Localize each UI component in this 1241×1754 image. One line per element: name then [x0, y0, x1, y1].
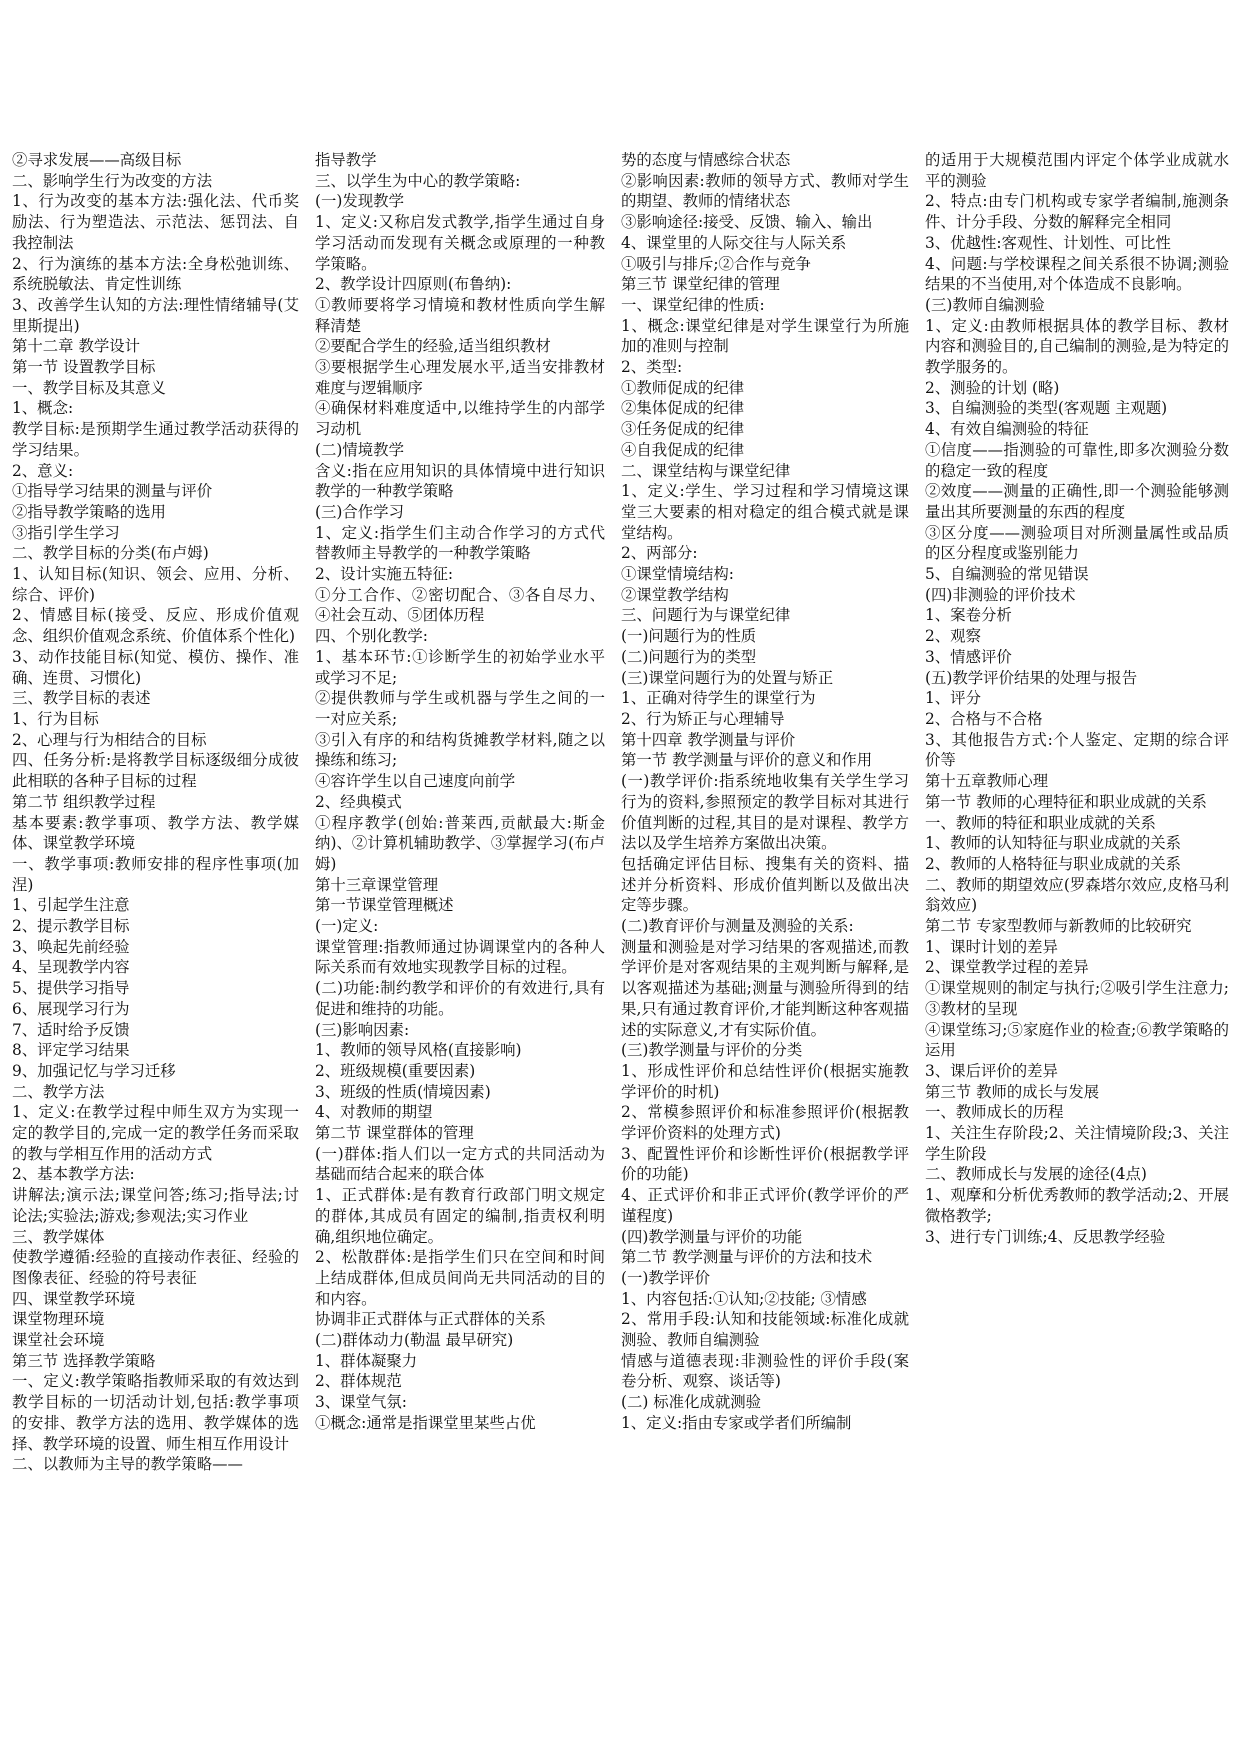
text-line: 1、定义:指学生们主动合作学习的方式代替教师主导教学的一种教学策略: [315, 523, 605, 563]
text-line: 1、形成性评价和总结性评价(根据实施教学评价的时机): [621, 1061, 909, 1101]
text-line: (五)教学评价结果的处理与报告: [925, 668, 1138, 687]
text-line: ④课堂练习;⑤家庭作业的检查;⑥教学策略的运用: [925, 1020, 1229, 1060]
text-line: 2、观察: [925, 627, 981, 646]
text-line: 3、情感评价: [925, 647, 1012, 666]
text-column-3: [621, 150, 925, 1730]
text-line: 第十五章教师心理: [925, 772, 1049, 791]
text-line: ②课堂教学结构: [621, 585, 729, 604]
text-line: 1、行为目标: [12, 709, 99, 728]
text-line: 2、提示教学目标: [12, 917, 130, 936]
text-line: 一、教师成长的历程: [925, 1103, 1064, 1122]
text-line: (三)课堂问题行为的处置与矫正: [621, 668, 834, 687]
text-line: 课堂管理:指教师通过协调课堂内的各种人际关系而有效地实现教学目标的过程。: [315, 937, 605, 977]
text-line: 1、定义:由教师根据具体的教学目标、教材内容和测验目的,自己编制的测验,是为特定的教学服务的。: [925, 316, 1229, 377]
text-line: 1、正确对待学生的课堂行为: [621, 689, 816, 708]
text-line: 1、定义:在教学过程中师生双方为实现一定的教学目的,完成一定的教学任务而采取的教与学相互作用的活动方式: [12, 1103, 299, 1163]
text-line: 4、呈现教学内容: [12, 958, 130, 977]
text-line: 讲解法;演示法;课堂问答;练习;指导法;讨论法;实验法;游戏;参观法;实习作业: [12, 1186, 299, 1225]
text-line: 三、教学媒体: [12, 1227, 105, 1246]
text-line: 2、群体规范: [315, 1372, 402, 1391]
text-line: 2、常用手段:认知和技能领域:标准化成就测验、教师自编测验: [621, 1310, 909, 1350]
text-line: 1、观摩和分析优秀教师的教学活动;2、开展微格教学;: [925, 1186, 1229, 1225]
text-line: 2、常模参照评价和标准参照评价(根据教学评价资料的处理方式): [621, 1103, 909, 1143]
text-line: 3、课后评价的差异: [925, 1061, 1058, 1080]
text-line: 指导教学: [315, 151, 377, 169]
text-line: ③区分度——测验项目对所测量属性或品质的区分程度或鉴别能力: [925, 523, 1229, 563]
text-line: 2、经典模式: [315, 792, 402, 811]
text-line: 1、教师的领导风格(直接影响): [315, 1041, 522, 1060]
text-line: 1、关注生存阶段;2、关注情境阶段;3、关注学生阶段: [925, 1124, 1229, 1163]
text-line: 第十二章 教学设计: [12, 337, 141, 356]
text-line: 第一节 教学测量与评价的意义和作用: [621, 751, 873, 770]
text-line: (三)教师自编测验: [925, 295, 1045, 314]
text-line: ③指引学生学习: [12, 523, 120, 542]
text-line: (三)影响因素:: [315, 1020, 410, 1039]
text-line: ①概念:通常是指课堂里某些占优: [315, 1413, 536, 1432]
document-page: [12, 150, 1229, 1730]
text-line: 四、课堂教学环境: [12, 1289, 136, 1308]
text-line: 第二节 专家型教师与新教师的比较研究: [925, 917, 1192, 936]
text-line: 3、班级的性质(情境因素): [315, 1082, 491, 1101]
text-line: 3、唤起先前经验: [12, 937, 130, 956]
text-line: (三)合作学习: [315, 502, 404, 521]
text-line: 2、意义:: [12, 461, 74, 480]
text-line: 1、案卷分析: [925, 606, 1012, 625]
text-line: 教学目标:是预期学生通过教学活动获得的学习结果。: [12, 420, 299, 459]
text-line: 1、定义:又称启发式教学,指学生通过自身学习活动而发现有关概念或原理的一种教学策略。: [315, 213, 605, 273]
text-line: ④容许学生以自己速度向前学: [315, 772, 516, 791]
text-line: 3、改善学生认知的方法:理性情绪辅导(艾里斯提出): [12, 295, 299, 335]
text-line: ②提供教师与学生或机器与学生之间的一一对应关系;: [315, 689, 605, 728]
text-line: 测量和测验是对学习结果的客观描述,而教学评价是对客观结果的主观判断与解释,是以客观描述为基础;测量与测验所得到的结果,只有通过教育评价,才能判断这种客观描述的实际意义,才有实际价值。: [621, 937, 909, 1039]
text-line: 第十四章 教学测量与评价: [621, 730, 796, 749]
text-line: 4、对教师的期望: [315, 1103, 433, 1122]
text-line: 第三节 选择教学策略: [12, 1351, 156, 1370]
text-line: ②集体促成的纪律: [621, 399, 745, 418]
text-line: 7、适时给予反馈: [12, 1020, 130, 1039]
text-line: 一、教学目标及其意义: [12, 378, 166, 397]
text-line: 1、评分: [925, 689, 981, 708]
text-line: 第二节 组织教学过程: [12, 792, 156, 811]
text-line: 1、概念:课堂纪律是对学生课堂行为所施加的准则与控制: [621, 316, 909, 356]
text-line: 使教学遵循:经验的直接动作表征、经验的图像表征、经验的符号表征: [12, 1248, 299, 1287]
text-line: 2、测验的计划 (略): [925, 378, 1060, 397]
text-line: (一)教学评价: [621, 1268, 710, 1287]
text-line: 2、情感目标(接受、反应、形成价值观念、组织价值观念系统、价值体系个性化): [12, 606, 299, 646]
text-line: 2、行为矫正与心理辅导: [621, 709, 785, 728]
text-line: 协调非正式群体与正式群体的关系: [315, 1310, 546, 1329]
text-line: 二、教学方法: [12, 1082, 105, 1101]
text-line: 2、教学设计四原则(布鲁纳):: [315, 275, 512, 294]
text-line: 2、教师的人格特征与职业成就的关系: [925, 854, 1182, 873]
text-line: ①分工合作、②密切配合、③各自尽力、④社会互动、⑤团体历程: [315, 585, 605, 625]
text-line: 8、评定学习结果: [12, 1041, 130, 1060]
text-line: 课堂社会环境: [12, 1331, 105, 1350]
text-line: 3、进行专门训练;4、反思教学经验: [925, 1227, 1166, 1246]
text-line: 1、认知目标(知识、领会、应用、分析、综合、评价): [12, 565, 299, 604]
text-line: 三、问题行为与课堂纪律: [621, 606, 791, 625]
text-column-1: [12, 150, 315, 1730]
text-line: 第二节 教学测量与评价的方法和技术: [621, 1248, 873, 1267]
text-line: 第二节 课堂群体的管理: [315, 1124, 474, 1143]
text-line: ①教师要将学习情境和教材性质向学生解释清楚: [315, 295, 605, 335]
text-column-2: [315, 150, 621, 1730]
text-line: ②效度——测量的正确性,即一个测验能够测量出其所要测量的东西的程度: [925, 482, 1229, 521]
text-line: 二、教师成长与发展的途径(4点): [925, 1165, 1147, 1184]
text-line: 第十三章课堂管理: [315, 875, 439, 894]
text-line: 2、合格与不合格: [925, 709, 1043, 728]
text-line: (二) 标准化成就测验: [621, 1393, 762, 1412]
text-line: 第一节 教师的心理特征和职业成就的关系: [925, 792, 1207, 811]
text-line: (一)发现教学: [315, 192, 404, 211]
text-line: ①信度——指测验的可靠性,即多次测验分数的稳定一致的程度: [925, 440, 1229, 480]
text-line: 三、以学生为中心的教学策略:: [315, 171, 521, 190]
text-line: ③引入有序的和结构货摊教学材料,随之以操练和练习;: [315, 730, 605, 770]
text-line: ④自我促成的纪律: [621, 440, 745, 459]
text-line: 4、有效自编测验的特征: [925, 420, 1089, 439]
text-line: 势的态度与情感综合状态: [621, 151, 791, 169]
text-line: ②影响因素:教师的领导方式、教师对学生的期望、教师的情绪状态: [621, 171, 909, 211]
text-line: 2、特点:由专门机构或专家学者编制,施测条件、计分手段、分数的解释完全相同: [925, 192, 1229, 232]
text-line: 2、设计实施五特征:: [315, 565, 454, 584]
text-line: (一)问题行为的性质: [621, 627, 757, 646]
text-line: ②寻求发展——高级目标: [12, 151, 182, 169]
text-line: 4、正式评价和非正式评价(教学评价的严谨程度): [621, 1186, 909, 1225]
text-line: 2、基本教学方法:: [12, 1165, 135, 1184]
text-line: 三、教学目标的表述: [12, 689, 151, 708]
text-line: 3、动作技能目标(知觉、模仿、操作、准确、连贯、习惯化): [12, 647, 299, 687]
text-line: 2、两部分:: [621, 544, 698, 563]
text-line: 1、内容包括:①认知;②技能; ③情感: [621, 1289, 867, 1308]
text-line: (四)非测验的评价技术: [925, 585, 1076, 604]
text-line: 一、教师的特征和职业成就的关系: [925, 813, 1156, 832]
text-line: 5、自编测验的常见错误: [925, 565, 1089, 584]
text-line: ①教师促成的纪律: [621, 378, 745, 397]
text-line: ③任务促成的纪律: [621, 420, 745, 439]
text-line: 4、问题:与学校课程之间关系很不协调;测验结果的不当使用,对个体造成不良影响。: [925, 254, 1229, 294]
text-line: 1、课时计划的差异: [925, 937, 1058, 956]
text-line: 3、配置性评价和诊断性评价(根据教学评价的功能): [621, 1144, 909, 1184]
text-line: 二、教学目标的分类(布卢姆): [12, 544, 209, 563]
text-line: ①课堂情境结构:: [621, 565, 734, 584]
text-line: 5、提供学习指导: [12, 979, 130, 998]
text-line: ②指导教学策略的选用: [12, 502, 166, 521]
text-line: 1、定义:学生、学习过程和学习情境这课堂三大要素的相对稳定的组合模式就是课堂结构。: [621, 482, 909, 542]
text-line: 6、展现学习行为: [12, 999, 130, 1018]
text-line: (二)情境教学: [315, 440, 404, 459]
text-line: 第三节 教师的成长与发展: [925, 1082, 1100, 1101]
text-line: 一、教学事项:教师安排的程序性事项(加涅): [12, 854, 299, 894]
text-line: 二、以教师为主导的教学策略——: [12, 1455, 243, 1474]
text-line: 课堂物理环境: [12, 1310, 105, 1329]
text-line: 2、行为演练的基本方法:全身松弛训练、系统脱敏法、肯定性训练: [12, 254, 299, 294]
text-line: (二)问题行为的类型: [621, 647, 757, 666]
text-line: 基本要素:教学事项、教学方法、教学媒体、课堂教学环境: [12, 813, 299, 853]
text-line: 四、个别化教学:: [315, 627, 428, 646]
text-line: 2、类型:: [621, 358, 683, 377]
text-line: ①程序教学(创始:普莱西,贡献最大:斯金纳)、②计算机辅助教学、③掌握学习(布卢姆): [315, 813, 605, 873]
text-line: 第一节 设置教学目标: [12, 358, 156, 377]
text-line: 情感与道德表现:非测验性的评价手段(案卷分析、观察、谈话等): [621, 1351, 909, 1391]
text-line: ②要配合学生的经验,适当组织教材: [315, 337, 551, 356]
text-line: 9、加强记忆与学习迁移: [12, 1061, 176, 1080]
text-line: ③影响途径:接受、反馈、输入、输出: [621, 213, 873, 232]
text-line: 2、心理与行为相结合的目标: [12, 730, 207, 749]
text-line: 3、优越性:客观性、计划性、可比性: [925, 233, 1171, 252]
text-line: (一)定义:: [315, 917, 379, 936]
text-line: (一)群体:指人们以一定方式的共同活动为基础而结合起来的联合体: [315, 1144, 605, 1184]
text-line: ③要根据学生心理发展水平,适当安排教材难度与逻辑顺序: [315, 358, 605, 397]
text-line: ④确保材料难度适中,以维持学生的内部学习动机: [315, 399, 605, 439]
text-line: 第一节课堂管理概述: [315, 896, 454, 915]
text-line: (一)教学评价:指系统地收集有关学生学习行为的资料,参照预定的教学目标对其进行价值判断的过程,其目的是对课程、教学方法以及学生培养方案做出决策。: [621, 772, 909, 853]
text-line: 含义:指在应用知识的具体情境中进行知识教学的一种教学策略: [315, 461, 605, 501]
text-line: ①指导学习结果的测量与评价: [12, 482, 213, 501]
text-line: 第三节 课堂纪律的管理: [621, 275, 780, 294]
text-line: ①课堂规则的制定与执行;②吸引学生注意力;③教材的呈现: [925, 979, 1229, 1018]
text-line: 1、引起学生注意: [12, 896, 130, 915]
text-line: 2、班级规模(重要因素): [315, 1061, 476, 1080]
text-line: 1、行为改变的基本方法:强化法、代币奖励法、行为塑造法、示范法、惩罚法、自我控制法: [12, 192, 299, 252]
text-line: 1、基本环节:①诊断学生的初始学业水平或学习不足;: [315, 647, 605, 687]
text-line: 二、影响学生行为改变的方法: [12, 171, 213, 190]
text-line: (二)教育评价与测量及测验的关系:: [621, 917, 854, 936]
text-line: 1、概念:: [12, 399, 74, 418]
text-line: 3、其他报告方式:个人鉴定、定期的综合评价等: [925, 730, 1229, 770]
text-line: 4、课堂里的人际交往与人际关系: [621, 233, 847, 252]
text-line: 二、课堂结构与课堂纪律: [621, 461, 791, 480]
text-line: 2、松散群体:是指学生们只在空间和时间上结成群体,但成员间尚无共同活动的目的和内容。: [315, 1248, 605, 1308]
text-line: ①吸引与排斥;②合作与竞争: [621, 254, 811, 273]
text-line: 3、课堂气氛:: [315, 1393, 407, 1412]
text-line: 一、定义:教学策略指教师采取的有效达到教学目标的一切活动计划,包括:教学事项的安排、教学方法的选用、教学媒体的选择、教学环境的设置、师生相互作用设计: [12, 1372, 299, 1453]
text-line: (三)教学测量与评价的分类: [621, 1041, 803, 1060]
text-line: (二)功能:制约教学和评价的有效进行,具有促进和维持的功能。: [315, 979, 605, 1018]
text-line: 二、教师的期望效应(罗森塔尔效应,皮格马利翁效应): [925, 875, 1229, 915]
text-line: 一、课堂纪律的性质:: [621, 295, 765, 314]
text-line: 四、任务分析:是将教学目标逐级细分成彼此相联的各种子目标的过程: [12, 751, 299, 791]
text-column-4: [925, 150, 1229, 1730]
text-line: 1、定义:指由专家或学者们所编制: [621, 1413, 852, 1432]
text-line: 包括确定评估目标、搜集有关的资料、描述并分析资料、形成价值判断以及做出决定等步骤。: [621, 854, 909, 915]
text-line: 3、自编测验的类型(客观题 主观题): [925, 399, 1168, 418]
text-line: 1、教师的认知特征与职业成就的关系: [925, 834, 1182, 853]
text-line: 1、群体凝聚力: [315, 1351, 418, 1370]
text-line: (四)教学测量与评价的功能: [621, 1227, 803, 1246]
text-line: 的适用于大规模范围内评定个体学业成就水平的测验: [925, 151, 1229, 190]
text-line: 1、正式群体:是有教育行政部门明文规定的群体,其成员有固定的编制,指责权利明确,组织地位确定。: [315, 1186, 605, 1246]
text-line: (二)群体动力(勒温 最早研究): [315, 1331, 514, 1350]
text-line: 2、课堂教学过程的差异: [925, 958, 1089, 977]
